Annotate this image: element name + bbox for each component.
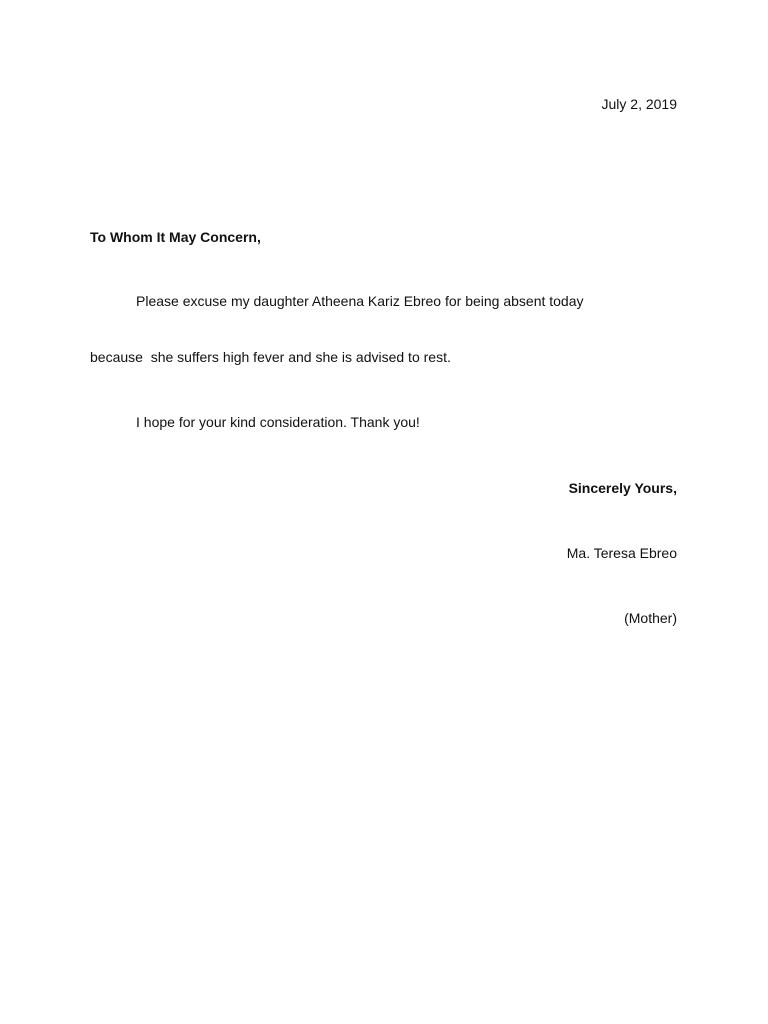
letter-closing: Sincerely Yours, — [568, 480, 677, 496]
letter-body-line-1: Please excuse my daughter Atheena Kariz Ebreo for being absent today — [136, 293, 584, 309]
letter-date: July 2, 2019 — [601, 96, 677, 112]
letter-salutation: To Whom It May Concern, — [90, 229, 261, 245]
signer-name: Ma. Teresa Ebreo — [566, 545, 677, 561]
letter-body-line-2: because she suffers high fever and she is advised to rest. — [90, 349, 451, 365]
letter-body-line-3: I hope for your kind consideration. Thank you! — [136, 414, 420, 430]
signer-role: (Mother) — [624, 610, 677, 626]
